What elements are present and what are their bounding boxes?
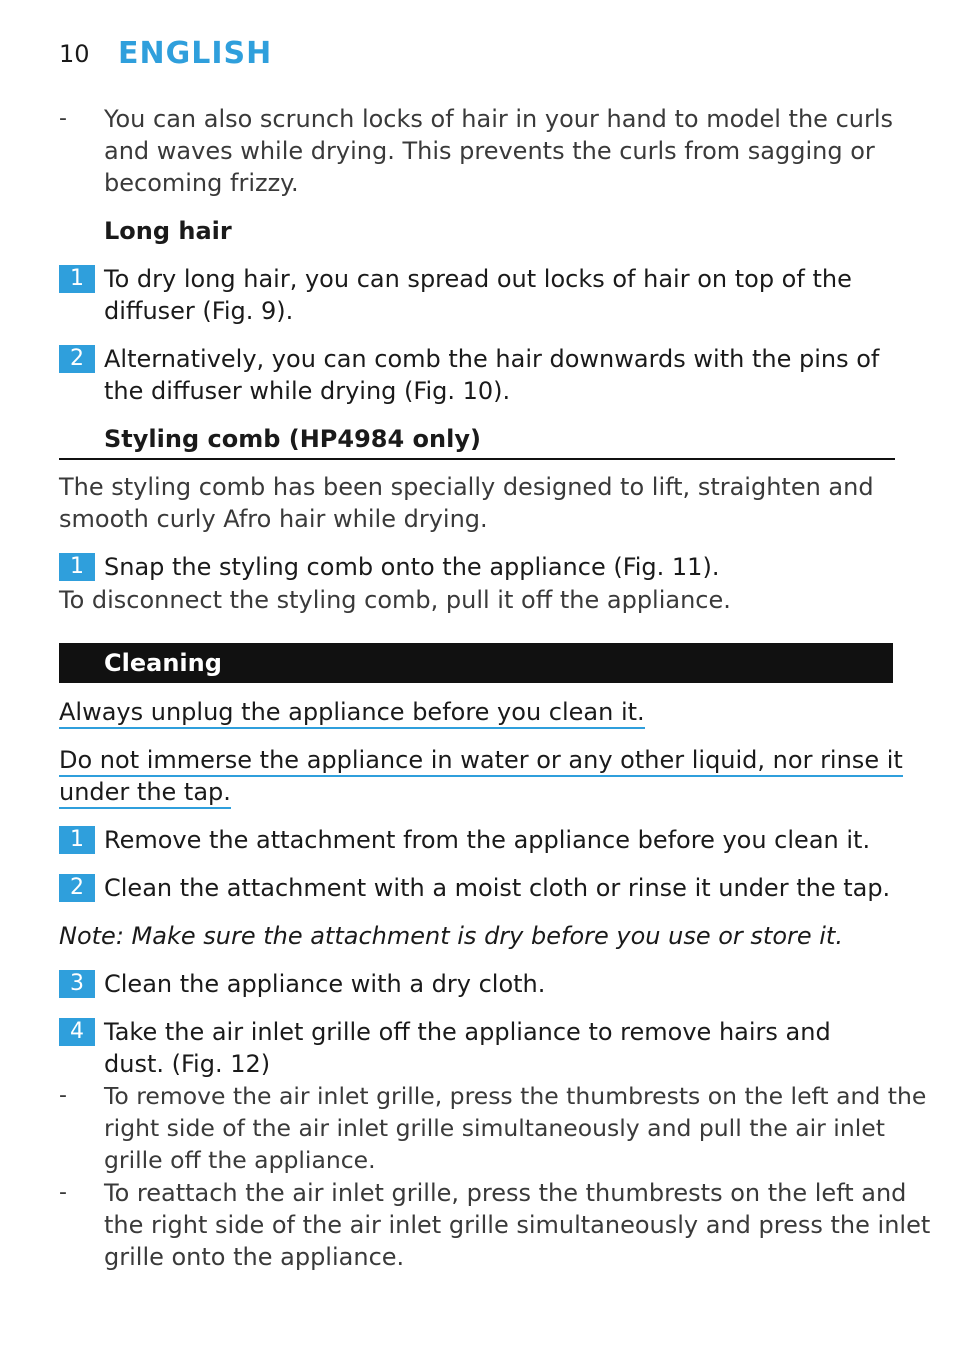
warning-immerse <box>59 744 903 808</box>
styling-comb-step-1: Snap the styling comb onto the appliance (Fig. 11). <box>104 553 720 581</box>
text-line: To dry long hair, you can spread out locks of hair on top of the <box>104 265 852 293</box>
bullet-dash: - <box>59 1083 67 1108</box>
warning-text: Do not immerse the appliance in water or any other liquid, nor rinse it <box>59 746 903 777</box>
text-line: grille onto the appliance. <box>104 1243 405 1271</box>
step-number: 2 <box>59 345 95 373</box>
text-line: You can also scrunch locks of hair in your hand to model the curls <box>104 105 894 133</box>
intro-bullet-text <box>104 103 893 199</box>
text-line: To reattach the air inlet grille, press the thumbrests on the left and <box>104 1179 907 1207</box>
warning-text: under the tap. <box>59 778 231 809</box>
bullet-dash: - <box>59 1180 67 1205</box>
long-hair-heading: Long hair <box>104 217 232 245</box>
text-line: diffuser (Fig. 9). <box>104 297 294 325</box>
text-line: the diffuser while drying (Fig. 10). <box>104 377 511 405</box>
text-line: To remove the air inlet grille, press the thumbrests on the left and the <box>104 1082 927 1110</box>
text-line: right side of the air inlet grille simultaneously and pull the air inlet <box>104 1114 885 1142</box>
reattach-grille-bullet <box>104 1177 930 1273</box>
cleaning-step-3: Clean the appliance with a dry cloth. <box>104 970 546 998</box>
text-line: the right side of the air inlet grille simultaneously and press the inlet <box>104 1211 931 1239</box>
cleaning-step-2: Clean the attachment with a moist cloth or rinse it under the tap. <box>104 874 891 902</box>
step-number: 2 <box>59 874 95 902</box>
step-number: 4 <box>59 1018 95 1046</box>
text-line: becoming frizzy. <box>104 169 299 197</box>
warning-text: Always unplug the appliance before you clean it. <box>59 698 645 729</box>
warning-unplug <box>59 696 645 728</box>
step-number: 1 <box>59 826 95 854</box>
text-line: grille off the appliance. <box>104 1146 376 1174</box>
text-line: The styling comb has been specially designed to lift, straighten and <box>59 473 874 501</box>
text-line: dust. (Fig. 12) <box>104 1050 271 1078</box>
step-number: 1 <box>59 265 95 293</box>
text-line: and waves while drying. This prevents the curls from sagging or <box>104 137 875 165</box>
disconnect-text: To disconnect the styling comb, pull it off the appliance. <box>59 586 731 614</box>
long-hair-step-2 <box>104 343 879 407</box>
cleaning-heading-bar <box>59 643 893 683</box>
language-title: ENGLISH <box>118 36 273 71</box>
text-line: Alternatively, you can comb the hair downwards with the pins of <box>104 345 880 373</box>
cleaning-heading: Cleaning <box>104 649 222 677</box>
cleaning-step-1: Remove the attachment from the appliance before you clean it. <box>104 826 871 854</box>
page-number: 10 <box>59 40 90 68</box>
long-hair-step-1 <box>104 263 852 327</box>
styling-comb-heading: Styling comb (HP4984 only) <box>104 425 481 453</box>
styling-comb-description <box>59 471 874 535</box>
note-text: Note: Make sure the attachment is dry before you use or store it. <box>59 922 843 950</box>
cleaning-step-4 <box>104 1016 831 1080</box>
text-line: smooth curly Afro hair while drying. <box>59 505 488 533</box>
text-line: Take the air inlet grille off the appliance to remove hairs and <box>104 1018 831 1046</box>
section-divider <box>59 458 895 460</box>
step-number: 1 <box>59 553 95 581</box>
remove-grille-bullet <box>104 1080 926 1176</box>
bullet-dash: - <box>59 106 67 131</box>
step-number: 3 <box>59 970 95 998</box>
